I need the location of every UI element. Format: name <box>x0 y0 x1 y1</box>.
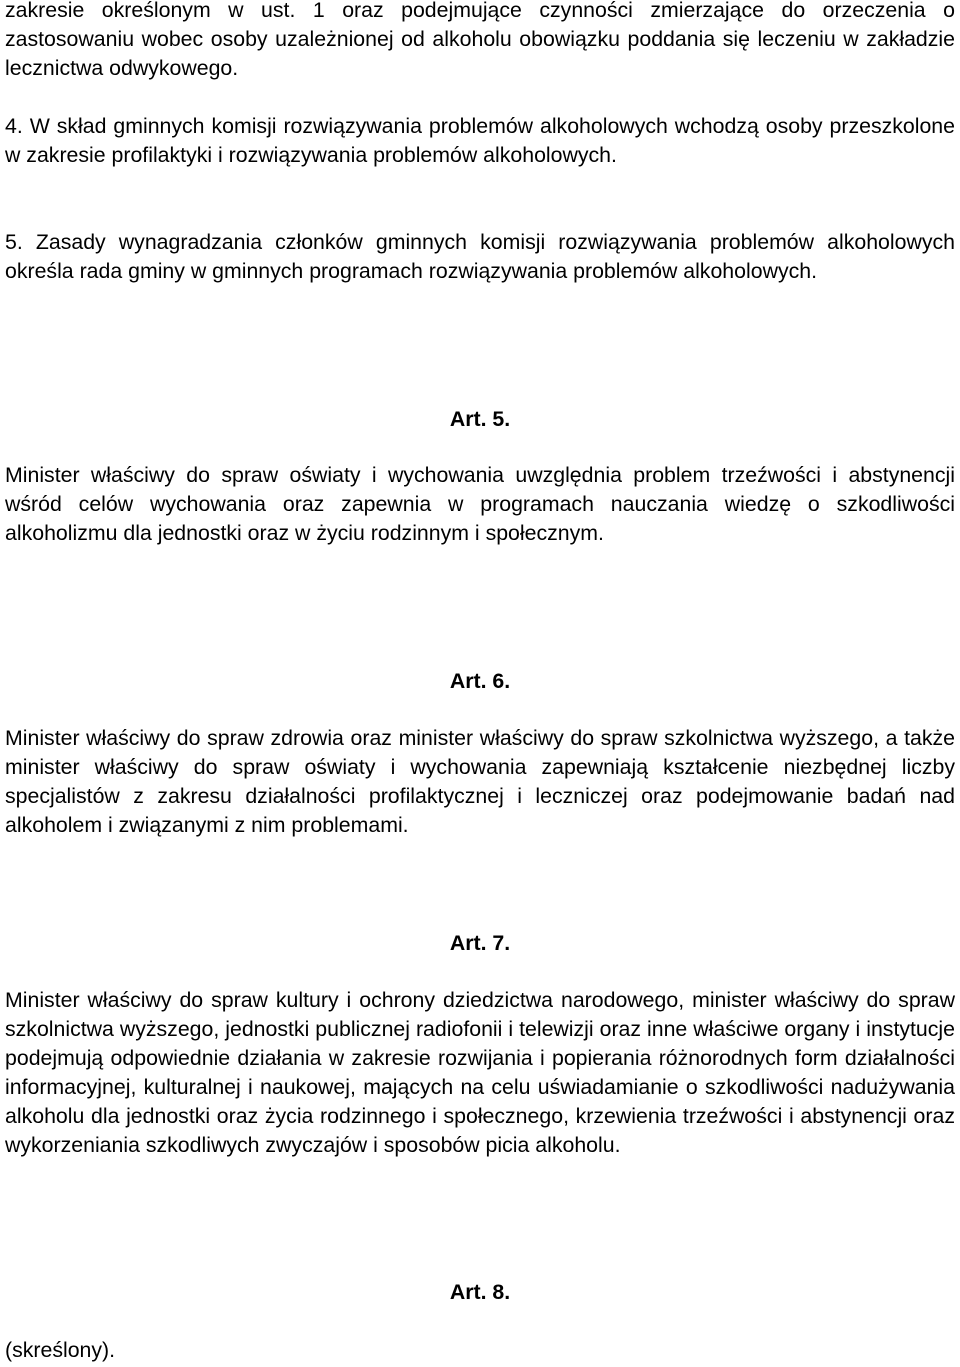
article-7-text: Minister właściwy do spraw kultury i ochrony dziedzictwa narodowego, minister właściwy do spraw szkolnictwa wyższego, jednostki publicznej radiofonii i telewizji oraz inne właściwe organy i instytucje podejmują odpowiednie działania w zakresie rozwijania i popierania różnorodnych form działalności informacyjnej, kulturalnej i naukowej, mających na celu uświadamianie o szkodliwości nadużywania alkoholu dla jednostki oraz życia rodzinnego i społecznego, krzewienia trzeźwości i abstynencji oraz wykorzeniania szkodliwych zwyczajów i sposobów picia alkoholu. <box>5 988 955 1157</box>
article-6-text: Minister właściwy do spraw zdrowia oraz minister właściwy do spraw szkolnictwa wyższego, a także minister właściwy do spraw oświaty i wychowania zapewniają kształcenie niezbędnej liczby specjalistów z zakresu działalności profilaktycznej i leczniczej oraz podejmowanie badań nad alkoholem i związanymi z nim problemami. <box>5 726 955 837</box>
article-6-heading: Art. 6. <box>449 669 511 693</box>
article-7-heading: Art. 7. <box>449 931 511 955</box>
article-5-heading: Art. 5. <box>449 407 511 431</box>
paragraph-intro: zakresie określonym w ust. 1 oraz podejmujące czynności zmierzające do orzeczenia o zastosowaniu wobec osoby uzależnionej od alkoholu obowiązku poddania się leczeniu w zakładzie lecznictwa odwykowego. <box>5 0 955 80</box>
article-8-text: (skreślony). <box>5 1338 116 1362</box>
paragraph-4: 4. W skład gminnych komisji rozwiązywania problemów alkoholowych wchodzą osoby przeszkolone w zakresie profilaktyki i rozwiązywania problemów alkoholowych. <box>5 114 955 167</box>
paragraph-5: 5. Zasady wynagradzania członków gminnych komisji rozwiązywania problemów alkoholowych określa rada gminy w gminnych programach rozwiązywania problemów alkoholowych. <box>5 230 955 283</box>
article-5-text: Minister właściwy do spraw oświaty i wychowania uwzględnia problem trzeźwości i abstynencji wśród celów wychowania oraz zapewnia w programach nauczania wiedzę o szkodliwości alkoholizmu dla jednostki oraz w życiu rodzinnym i społecznym. <box>5 463 955 545</box>
article-8-heading: Art. 8. <box>449 1280 511 1304</box>
